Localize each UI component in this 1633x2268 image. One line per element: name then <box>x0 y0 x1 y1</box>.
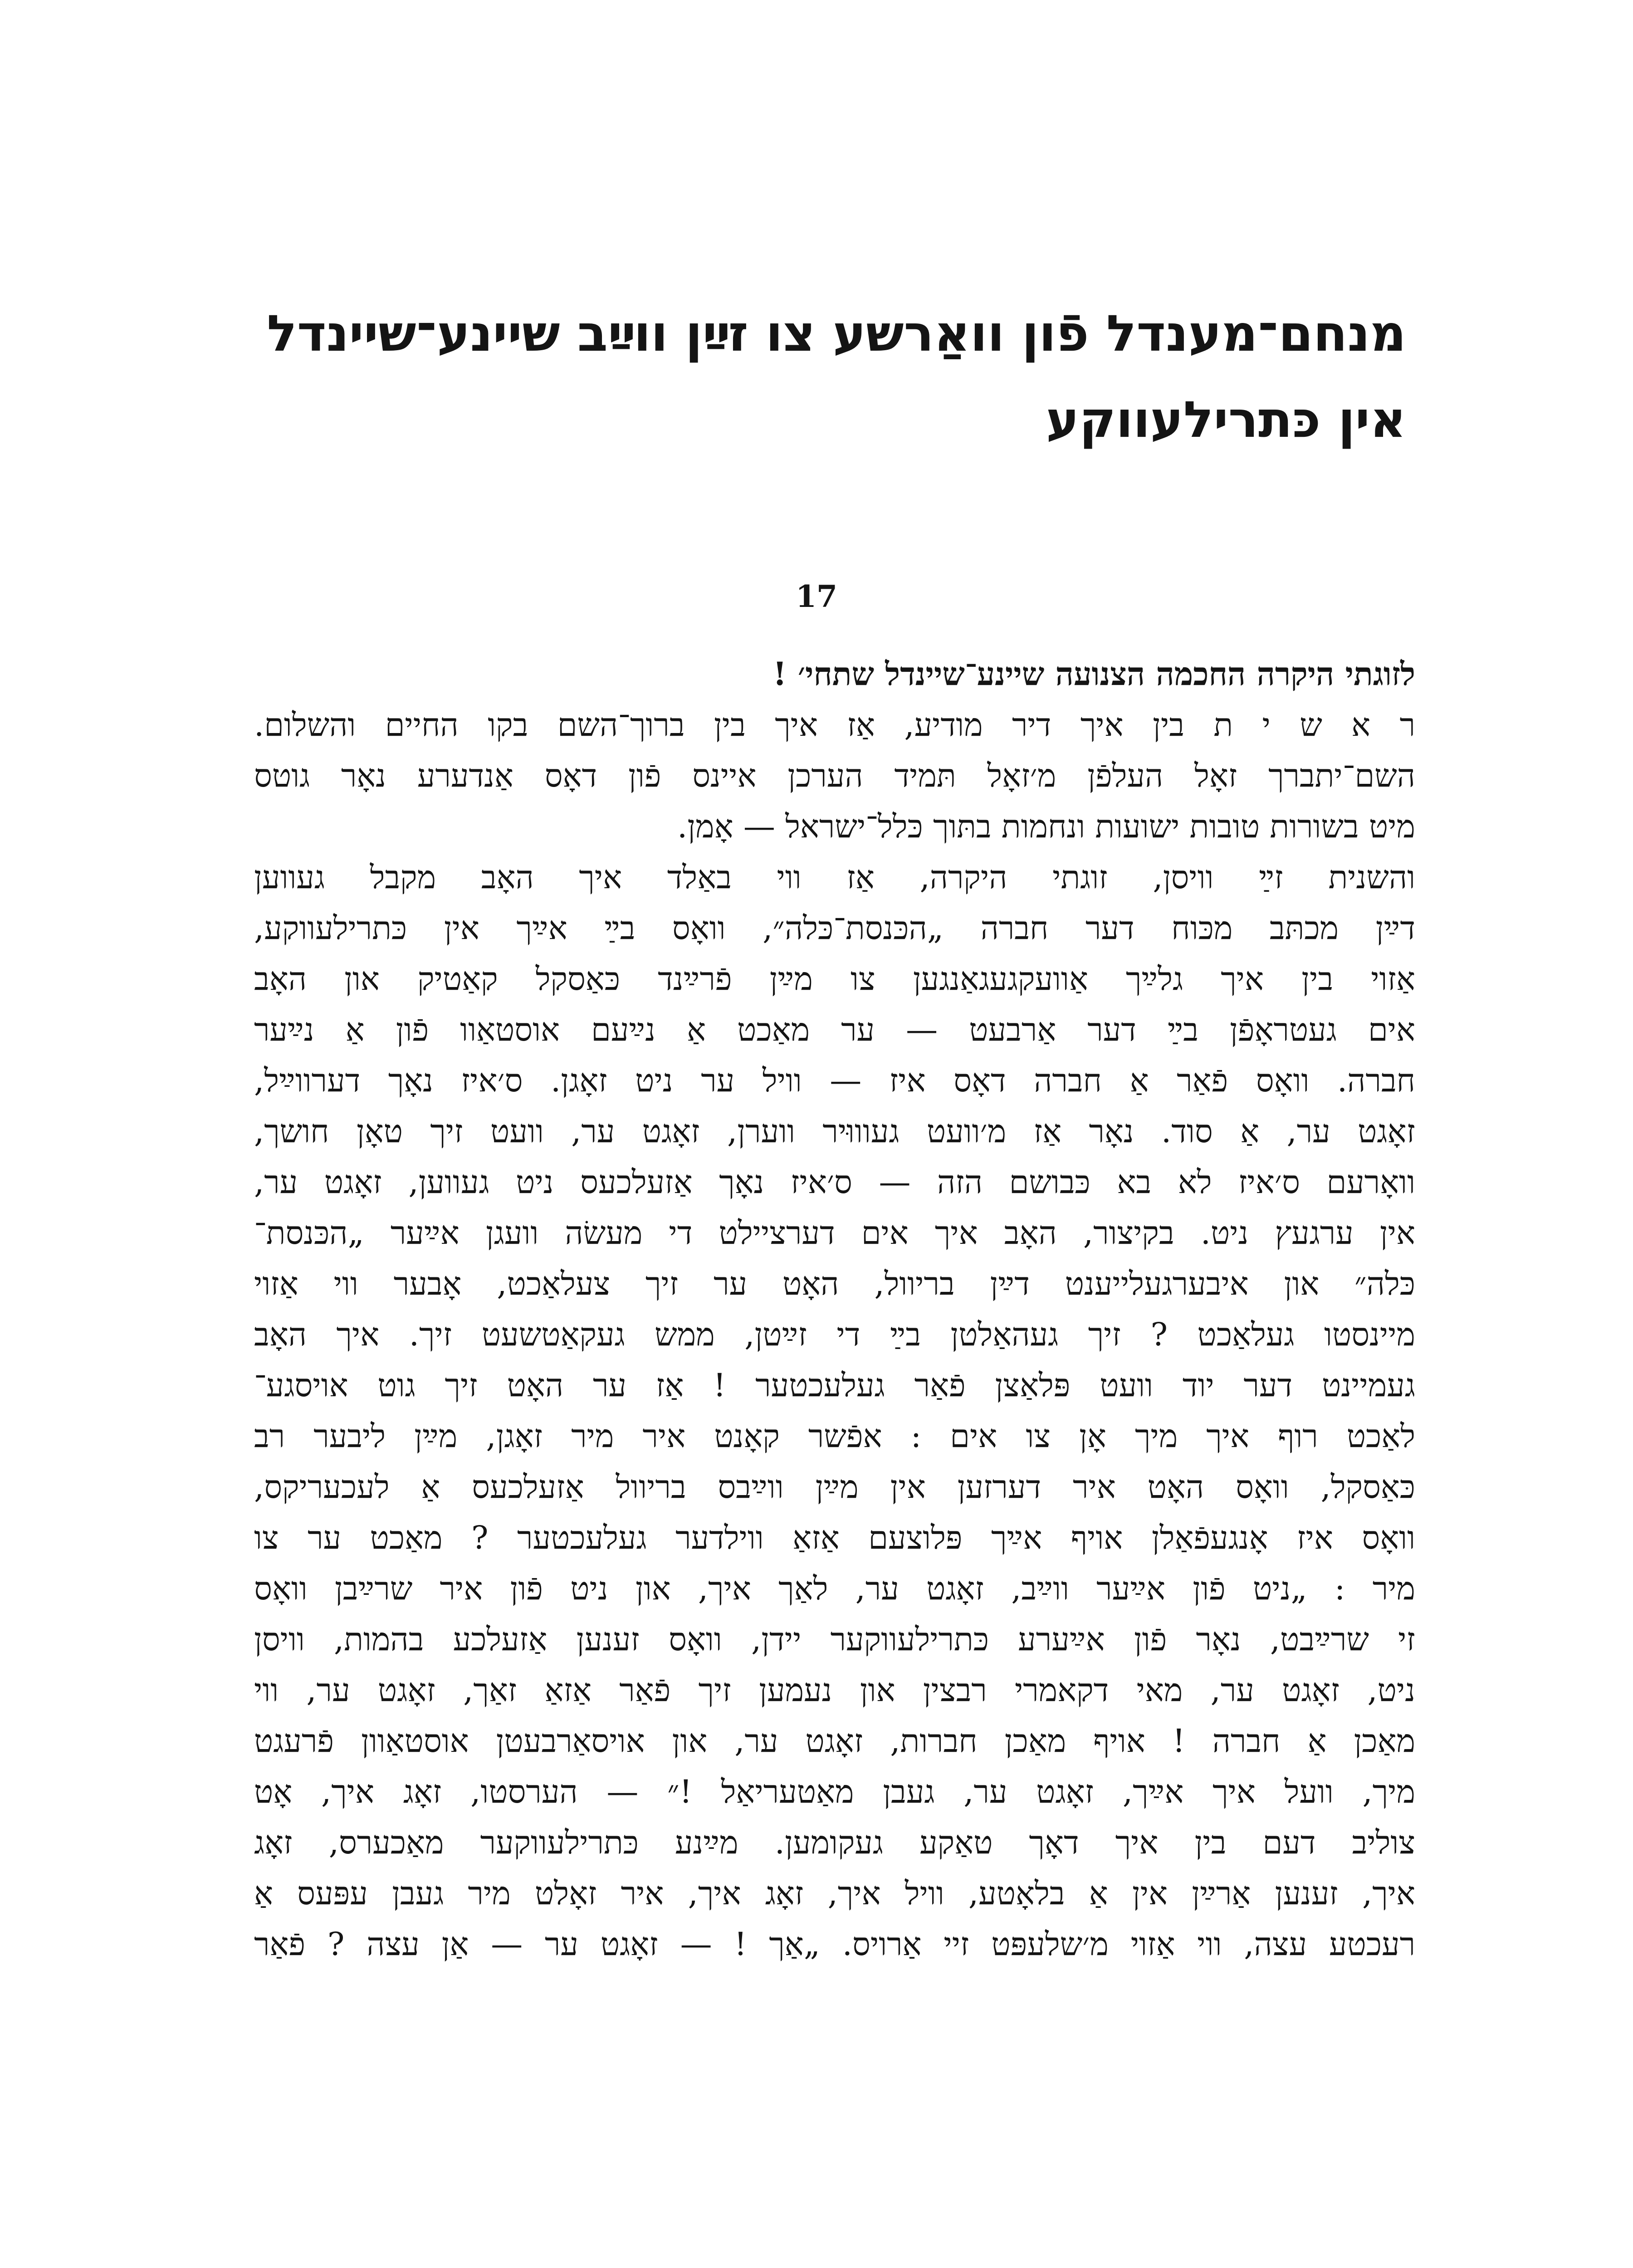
letter-body <box>254 649 1415 1970</box>
text-line: אַזוי בין איך גלײַך אַוועקגעגאַנגען צו מײַן פֿרײַנד כּאַסקל קאַטיק און האָב <box>254 960 1415 997</box>
text-line: ניט, זאָגט ער, מאי דקאמרי רבצין און נעמען זיך פֿאַר אַזאַ זאַך, זאָגט ער, ווי <box>254 1672 1415 1709</box>
text-line: ר א ש י ת בין איך דיר מודיע, אַז איך בין ברוך־השם בקו החיים והשלום. <box>254 706 1415 743</box>
text-line: וואָס איז אָנגעפֿאַלן אויף אײַך פּלוצעם אַזאַ ווילדער געלעכטער ? מאַכט ער צו <box>254 1519 1415 1556</box>
text-line: אים געטראָפֿן בײַ דער אַרבעט — ער מאַכט אַ נײַעם אוסטאַוו פֿון אַ נײַער <box>254 1011 1415 1048</box>
text-line: צוליב דעם בין איך דאָך טאַקע געקומען. מײַנע כּתרילעווקער מאַכערס, זאָג <box>254 1824 1415 1861</box>
text-line: דײַן מכתּב מכּוח דער חברה „הכּנסת־כּלה״, וואָס בײַ אײַך אין כּתרילעווקע, <box>254 909 1415 947</box>
text-line: כּלה״ און איבערגעלייענט דײַן בריוול, האָט ער זיך צעלאַכט, אָבער ווי אַזוי <box>254 1265 1415 1302</box>
text-line: השם־יתברך זאָל העלפֿן מ׳זאָל תּמיד הערכן איינס פֿון דאָס אַנדערע נאָר גוטס <box>254 757 1415 794</box>
chapter-title-line-1: מנחם־מענדל פֿון וואַרשע צו זײַן ווײַב שיינע־שיינדל <box>267 304 1406 362</box>
text-line: כּאַסקל, וואָס האָט איר דערזען אין מײַן ווײַבס בריוול אַזעלכעס אַ לעכעריקס, <box>254 1468 1415 1505</box>
text-line: איך, זענען אַרײַן אין אַ בלאָטע, וויל איך, זאָג איך, איר זאָלט מיר געבן עפּעס אַ <box>254 1875 1415 1912</box>
text-line: והשנית זײַ וויסן, זוגתי היקרה, אַז ווי באַלד איך האָב מקבל געווען <box>254 859 1415 896</box>
text-line: רעכטע עצה, ווי אַזוי מ׳שלעפּט זיי אַרויס. „אַך ! — זאָגט ער — אַן עצה ? פֿאַר <box>254 1926 1415 1963</box>
chapter-title-line-2: אין כּתרילעווקע <box>1046 391 1406 449</box>
letter-number: 17 <box>796 579 837 614</box>
text-line: וואָרעם ס׳איז לא בא כּבושם הזה — ס׳איז נאָך אַזעלכעס ניט געווען, זאָגט ער, <box>254 1163 1415 1201</box>
text-line: מאַכן אַ חברה ! אויף מאַכן חברות, זאָגט ער, און אויסאַרבעטן אוסטאַוון פֿרעגט <box>254 1722 1415 1760</box>
text-line: לאַכט רוף איך מיך אָן צו אים : אפֿשר קאָנט איר מיר זאָגן, מײַן ליבער רב <box>254 1418 1415 1455</box>
text-line: אין ערגעץ ניט. בקיצור, האָב איך אים דערציילט די מעשׂה וועגן אײַער „הכּנסת־ <box>254 1214 1415 1251</box>
text-line: געמיינט דער יוד וועט פּלאַצן פֿאַר געלעכטער ! אַז ער האָט זיך גוט אויסגע־ <box>254 1367 1415 1404</box>
text-line: מיט בשורות טובות ישועות ונחמות בתּוך כּלל־ישראל — אָמן. <box>677 808 1415 845</box>
text-line: מיינסטו געלאַכט ? זיך געהאַלטן בײַ די זײַטן, ממש געקאַטשעט זיך. איך האָב <box>254 1316 1415 1353</box>
text-line: זי שרײַבט, נאָר פֿון אײַערע כּתרילעווקער יידן, וואָס זענען אַזעלכע בהמות, וויסן <box>254 1621 1415 1658</box>
text-line: זאָגט ער, אַ סוד. נאָר אַז מ׳וועט געוווּיר ווערן, זאָגט ער, וועט זיך טאָן חושך, <box>254 1113 1415 1150</box>
salutation-line: לזוגתי היקרה החכמה הצנועה שיינע־שיינדל שתחי׳ ! <box>772 655 1415 693</box>
text-line: מיר : „ניט פֿון אײַער ווײַב, זאָגט ער, לאַך איך, און ניט פֿון איר שרײַבן וואָס <box>254 1570 1415 1607</box>
text-line: חברה. וואָס פֿאַר אַ חברה דאָס איז — וויל ער ניט זאָגן. ס׳איז נאָך דערווײַל, <box>254 1062 1415 1099</box>
chapter-title <box>267 290 1406 463</box>
text-line: מיך, וועל איך אײַך, זאָגט ער, געבן מאַטעריאַל !״ — הערסטו, זאָג איך, אָט <box>254 1773 1415 1810</box>
